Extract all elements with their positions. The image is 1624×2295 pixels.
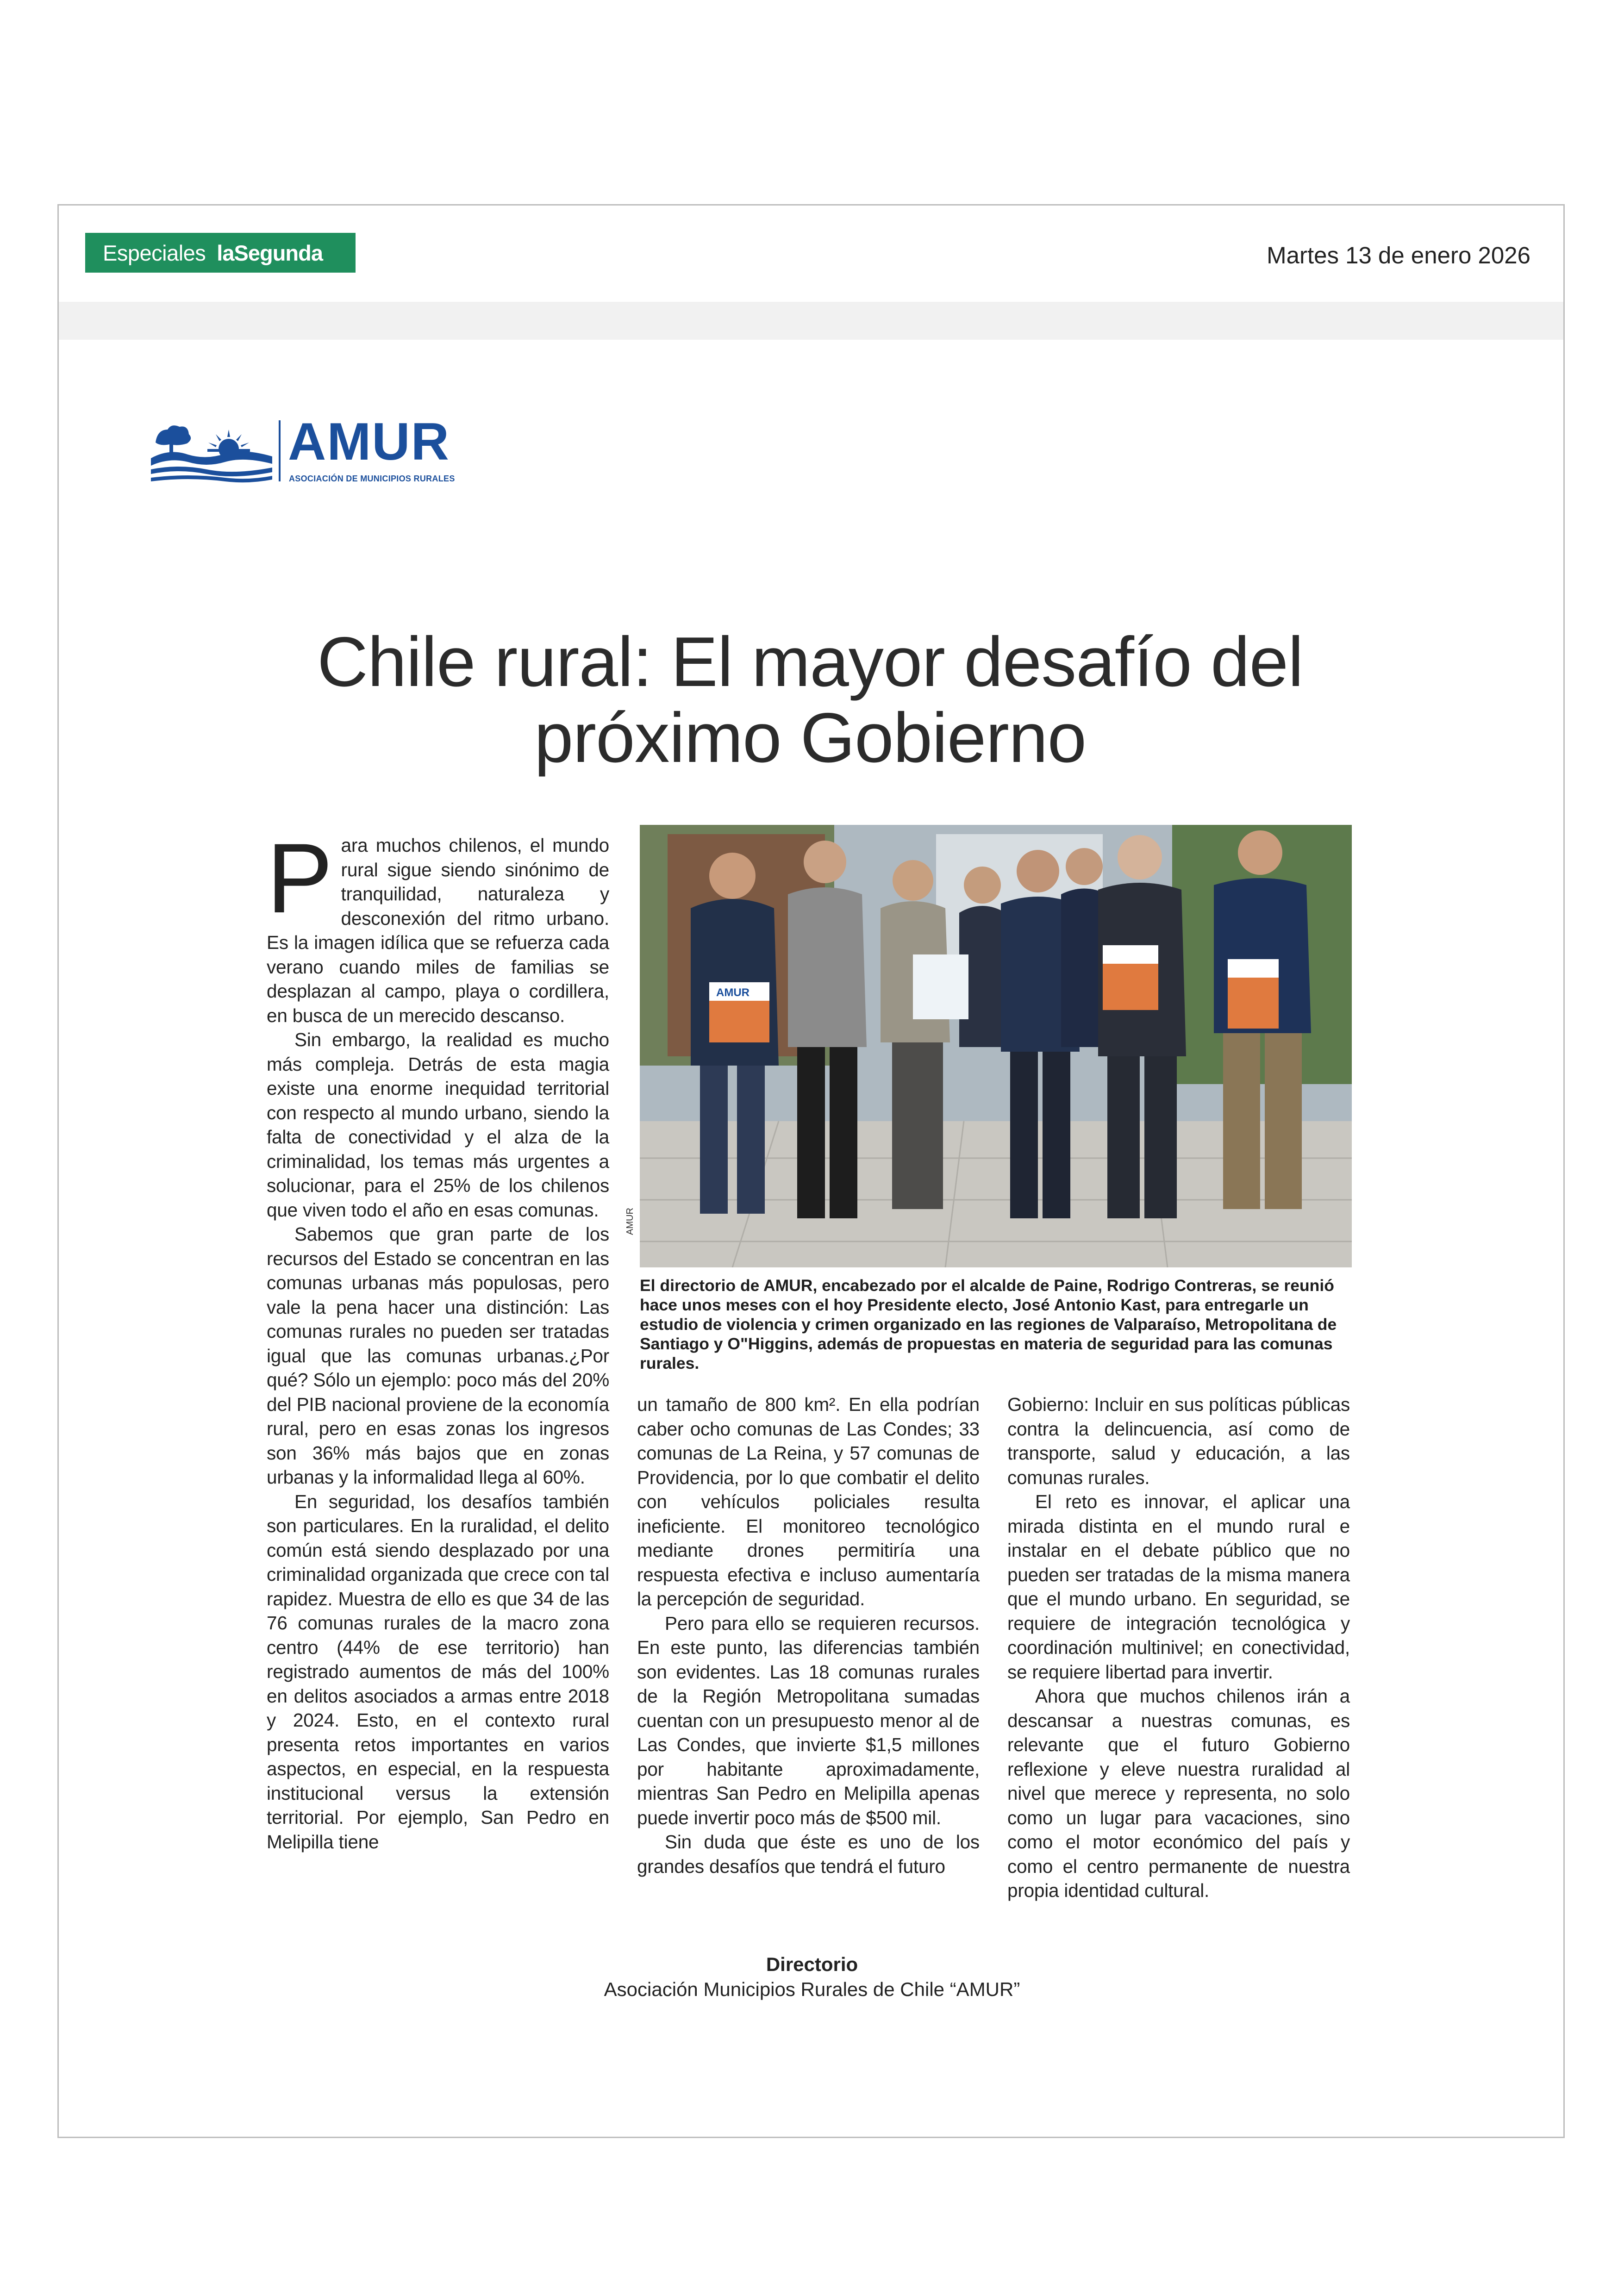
paragraph: Sabemos que gran parte de los recursos del Estado se concentran en las comunas urbanas más populosas, pero vale la pena hacer una distinción: Las comunas rurales no pueden ser tratadas igual que las comunas urbanas.¿Por qué? Sólo un ejemplo: poco más del 20% del PIB nacional proviene de la economía rural, pero en esas zonas los ingresos son 36% más bajos que en zonas urbanas y la informalidad llega al 60%. [267,1223,609,1488]
badge-especiales: Especiales [103,240,206,265]
paragraph: Ahora que muchos chilenos irán a descansar a nuestras comunas, es relevante que el futuro Gobierno reflexione y eleve nuestra ruralidad al nivel que merece y representa, no solo como un lugar para vacaciones, sino como el motor económico del país y como el centro permanente de nuestra propia identidad cultural. [1007,1685,1350,1901]
amur-logo [151,412,484,490]
article-signature [0,1953,1624,2001]
badge-brand: laSegunda [217,240,323,265]
photo-credit: AMUR [625,1208,635,1235]
paragraph: Pero para ello se requieren recursos. En este punto, las diferencias también son evidentes. Las 18 comunas rurales de la Región Metropolitana sumadas cuentan con un presupuesto menor al de Las Condes, que invierte $1,5 millones por habitante aproximadamente, mientras San Pedro en Melipilla apenas puede invertir poco más de $500 mil. [637,1612,980,1828]
logo-wordmark: AMUR [288,412,450,471]
paragraph: En seguridad, los desafíos también son particulares. En la ruralidad, el delito común está siendo desplazado por una criminalidad organizada que crece con tal rapidez. Muestra de ello es que 34 de las 76 comunas rurales de la macro zona centro (44% de ese territorio) han registrado aumentos de más del 100% en delitos asociados a armas entre 2018 y 2024. Esto, en el contexto rural presenta retos importantes en varios aspectos, en especial, en la respuesta institucional versus la extensión territorial. Por ejemplo, San Pedro en Melipilla tiene [267,1491,609,1852]
paragraph: Sin embargo, la realidad es mucho más compleja. Detrás de esta magia existe una enorme inequidad territorial con respecto al mundo urbano, siendo la falta de conectividad y el alza de la criminalidad, los temas más urgentes a solucionar, para el 25% de los chilenos que viven todo el año en esas comunas. [267,1029,609,1221]
paragraph: un tamaño de 800 km². En ella podrían caber ocho comunas de Las Condes; 33 comunas de La Reina, y 57 comunas de Providencia, por lo que combatir el delito con vehículos policiales resulta ineficiente. El monitoreo tecnológico mediante drones permitiría una respuesta efectiva e incluso aumentaría la percepción de seguridad. [637,1394,980,1609]
article-headline [185,624,1435,776]
article-photo [640,825,1352,1267]
photo-caption: El directorio de AMUR, encabezado por el alcalde de Paine, Rodrigo Contreras, se reunió hace unos meses con el hoy Presidente electo, José Antonio Kast, para entregarle un estudio de violencia y crimen organizado en las regiones de Valparaíso, Metropolitana de Santiago y O"Higgins, además de propuestas en materia de seguridad para las comunas rurales. [640,1276,1337,1372]
photo-report-logo: AMUR [716,986,750,999]
issue-date: Martes 13 de enero 2026 [1267,242,1530,268]
article-column-3 [1007,1392,1350,1903]
paragraph: El reto es innovar, el aplicar una mirada distinta en el mundo rural e instalar en el debate público que no pueden ser tratadas de la misma manera que el mundo urbano. En seguridad, se requiere de integración tecnológica y coordinación multinivel; en conectividad, se requiere libertad para invertir. [1007,1491,1350,1683]
paragraph: Sin duda que éste es uno de los grandes desafíos que tendrá el futuro [637,1831,980,1877]
headline-line-1: Chile rural: El mayor desafío del [317,623,1303,701]
logo-divider [279,420,281,481]
amur-landscape-icon [151,416,272,485]
signature-label: Directorio [766,1953,858,1975]
headline-line-2: próximo Gobierno [534,698,1087,777]
drop-cap: P [267,823,333,934]
article-column-2 [637,1392,980,1878]
header-band [59,302,1563,340]
paragraph: Gobierno: Incluir en sus políticas públicas contra la delincuencia, así como de transporte, salud y educación, a las comunas rurales. [1007,1394,1350,1488]
section-badge [85,233,356,273]
group-photo-illustration [640,825,1352,1267]
paragraph: Para muchos chilenos, el mundo rural sigue siendo sinónimo de tranquilidad, naturaleza y desconexión del ritmo urbano. Es la imagen idílica que se refuerza cada verano cuando miles de familias se desplazan al campo, playa o cordillera, en busca de un merecido descanso. [267,823,609,1026]
signature-org: Asociación Municipios Rurales de Chile “AMUR” [604,1978,1020,2000]
article-column-1 [267,823,609,1854]
logo-subtitle: ASOCIACIÓN DE MUNICIPIOS RURALES [289,474,455,483]
